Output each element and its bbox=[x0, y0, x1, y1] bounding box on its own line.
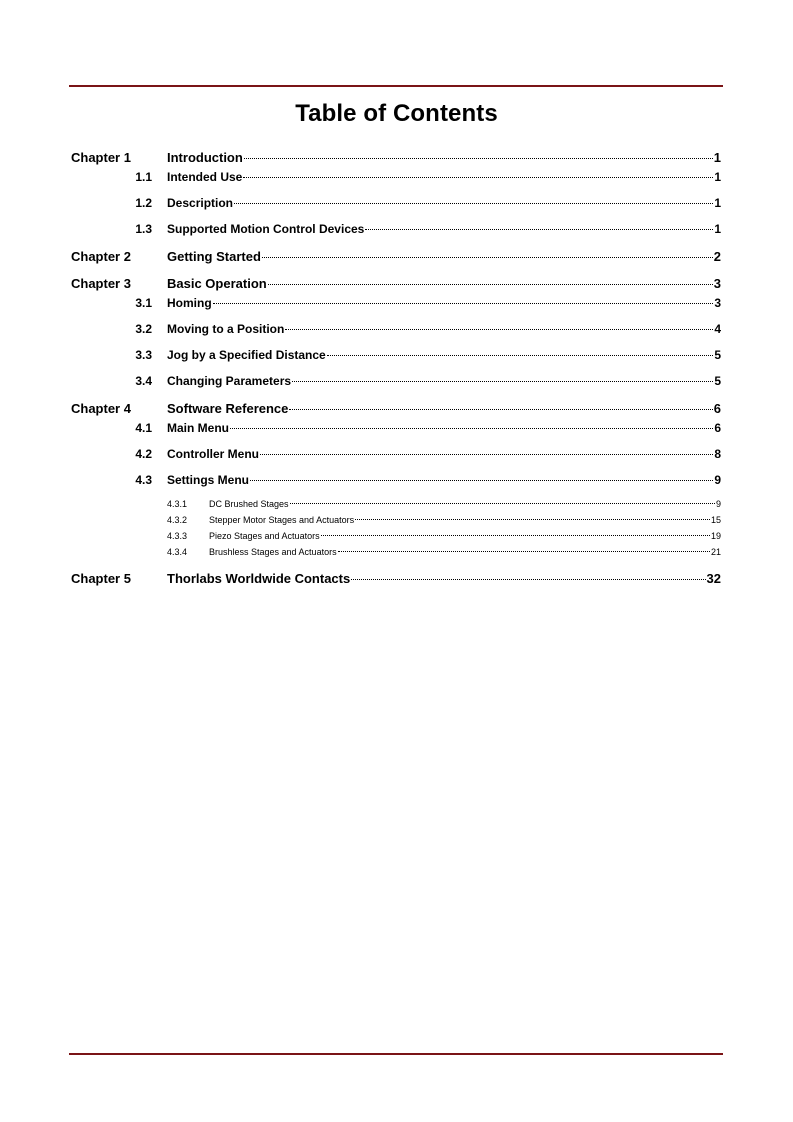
toc-label: Getting Started bbox=[167, 249, 261, 264]
footer-rule bbox=[69, 1053, 723, 1055]
toc-label: Introduction bbox=[167, 150, 243, 165]
toc-page: 1 bbox=[714, 196, 721, 210]
toc-page: 6 bbox=[714, 421, 721, 435]
toc-entry-3-4[interactable] bbox=[0, 372, 793, 390]
toc-page: 1 bbox=[714, 170, 721, 184]
toc-page: 1 bbox=[714, 222, 721, 236]
toc-label: Controller Menu bbox=[167, 447, 259, 461]
toc-page: 19 bbox=[710, 531, 721, 541]
toc-label: Main Menu bbox=[167, 421, 229, 435]
toc-page: 2 bbox=[713, 249, 721, 264]
toc-label: Supported Motion Control Devices bbox=[167, 222, 365, 236]
dot-leader bbox=[290, 503, 715, 504]
toc-number: Chapter 2 bbox=[71, 249, 131, 264]
dot-leader bbox=[321, 535, 710, 536]
dot-leader bbox=[250, 480, 713, 481]
toc-label: Stepper Motor Stages and Actuators bbox=[209, 515, 355, 525]
dot-leader bbox=[213, 303, 714, 304]
toc-page: 3 bbox=[713, 276, 721, 291]
toc-number: Chapter 1 bbox=[71, 150, 131, 165]
toc-entry-4-2[interactable] bbox=[0, 445, 793, 463]
toc-page: 3 bbox=[714, 296, 721, 310]
toc-label: DC Brushed Stages bbox=[209, 499, 289, 509]
toc-page: 32 bbox=[706, 571, 721, 586]
toc-number: Chapter 3 bbox=[71, 276, 131, 291]
toc-number: 1.2 bbox=[135, 196, 152, 210]
dot-leader bbox=[327, 355, 714, 356]
toc-number: 3.2 bbox=[135, 322, 152, 336]
toc-label: Moving to a Position bbox=[167, 322, 285, 336]
toc-entry-3-3[interactable] bbox=[0, 346, 793, 364]
toc-page: 8 bbox=[714, 447, 721, 461]
toc-entry-chapter-2[interactable] bbox=[0, 248, 793, 266]
dot-leader bbox=[268, 284, 713, 285]
dot-leader bbox=[234, 203, 713, 204]
dot-leader bbox=[292, 381, 713, 382]
toc-number: Chapter 5 bbox=[71, 571, 131, 586]
toc-number: 3.4 bbox=[135, 374, 152, 388]
dot-leader bbox=[230, 428, 713, 429]
toc-entry-1-1[interactable] bbox=[0, 168, 793, 186]
toc-label: Description bbox=[167, 196, 234, 210]
toc-number: 4.3.2 bbox=[167, 515, 188, 525]
dot-leader bbox=[243, 177, 713, 178]
toc-entry-chapter-3[interactable] bbox=[0, 275, 793, 293]
header-rule bbox=[69, 85, 723, 87]
toc-label: Software Reference bbox=[167, 401, 289, 416]
toc-page: 6 bbox=[713, 401, 721, 416]
toc-number: 3.3 bbox=[135, 348, 152, 362]
toc-page: 1 bbox=[713, 150, 721, 165]
toc-page: 9 bbox=[715, 499, 721, 509]
toc-label: Piezo Stages and Actuators bbox=[209, 531, 320, 541]
toc-entry-4-3-3[interactable] bbox=[0, 528, 793, 544]
dot-leader bbox=[244, 158, 713, 159]
toc-entry-4-3-1[interactable] bbox=[0, 496, 793, 512]
dot-leader bbox=[338, 551, 710, 552]
toc-number: 4.3.4 bbox=[167, 547, 188, 557]
toc-page: 5 bbox=[714, 348, 721, 362]
toc-entry-chapter-4[interactable] bbox=[0, 400, 793, 418]
toc-number: 3.1 bbox=[135, 296, 152, 310]
dot-leader bbox=[260, 454, 713, 455]
toc-number: 4.3.1 bbox=[167, 499, 188, 509]
toc-entry-3-2[interactable] bbox=[0, 320, 793, 338]
toc-label: Jog by a Specified Distance bbox=[167, 348, 326, 362]
toc-number: Chapter 4 bbox=[71, 401, 131, 416]
toc-entry-1-2[interactable] bbox=[0, 194, 793, 212]
toc-entry-chapter-5[interactable] bbox=[0, 570, 793, 588]
dot-leader bbox=[285, 329, 713, 330]
toc-entry-chapter-1[interactable] bbox=[0, 149, 793, 167]
toc-number: 1.1 bbox=[135, 170, 152, 184]
dot-leader bbox=[262, 257, 713, 258]
page-title: Table of Contents bbox=[295, 100, 498, 127]
toc-page: 5 bbox=[714, 374, 721, 388]
toc-label: Settings Menu bbox=[167, 473, 250, 487]
toc-entry-4-3[interactable] bbox=[0, 471, 793, 489]
toc-label: Changing Parameters bbox=[167, 374, 292, 388]
toc-label: Basic Operation bbox=[167, 276, 267, 291]
toc-entry-4-1[interactable] bbox=[0, 419, 793, 437]
toc-label: Brushless Stages and Actuators bbox=[209, 547, 337, 557]
toc-entry-1-3[interactable] bbox=[0, 220, 793, 238]
toc-page: 9 bbox=[714, 473, 721, 487]
dot-leader bbox=[289, 409, 712, 410]
toc-entry-4-3-2[interactable] bbox=[0, 512, 793, 528]
toc-entry-4-3-4[interactable] bbox=[0, 544, 793, 560]
toc-label: Homing bbox=[167, 296, 212, 310]
toc-number: 1.3 bbox=[135, 222, 152, 236]
dot-leader bbox=[355, 519, 710, 520]
dot-leader bbox=[365, 229, 713, 230]
toc-number: 4.1 bbox=[135, 421, 152, 435]
toc-label: Thorlabs Worldwide Contacts bbox=[167, 571, 351, 586]
toc-entry-3-1[interactable] bbox=[0, 294, 793, 312]
toc-label: Intended Use bbox=[167, 170, 243, 184]
toc-number: 4.3.3 bbox=[167, 531, 188, 541]
toc-number: 4.3 bbox=[135, 473, 152, 487]
toc-number: 4.2 bbox=[135, 447, 152, 461]
toc-page: 21 bbox=[710, 547, 721, 557]
toc-page: 4 bbox=[714, 322, 721, 336]
toc-page: 15 bbox=[710, 515, 721, 525]
dot-leader bbox=[351, 579, 705, 580]
